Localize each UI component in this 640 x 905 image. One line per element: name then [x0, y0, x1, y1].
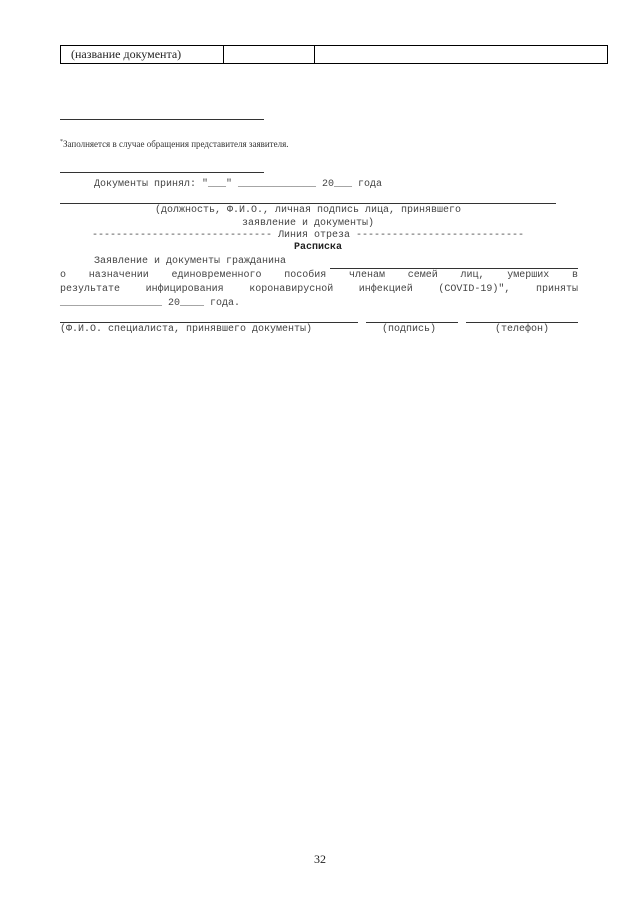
- documents-accepted-line: Документы принял: "___" _____________ 20___ года: [94, 179, 383, 190]
- table-row: [61, 46, 608, 64]
- receipt-line-1: Заявление и документы гражданина: [94, 256, 287, 267]
- footnote: [60, 139, 288, 149]
- signature-line: [366, 322, 458, 323]
- table-cell: [315, 46, 608, 64]
- footnote-marker: *: [60, 139, 63, 145]
- receipt-title: Расписка: [293, 242, 342, 253]
- document-name-cell: (название документа): [61, 46, 224, 64]
- specialist-name-line: [60, 322, 358, 323]
- position-caption-2: заявление и документы): [241, 218, 375, 229]
- phone-line: [466, 322, 578, 323]
- receipt-line-4: _________________ 20____ года.: [60, 298, 241, 309]
- phone-caption: (телефон): [495, 324, 550, 335]
- page-number: 32: [314, 852, 326, 866]
- receipt-line-2: о назначении единовременного пособия членам семей лиц, умерших в: [60, 270, 578, 281]
- cut-line: ------------------------------ Линия отреза ----------------------------: [91, 230, 525, 241]
- position-signature-line: [60, 203, 556, 204]
- position-caption-1: (должность, Ф.И.О., личная подпись лица, принявшего: [154, 205, 462, 216]
- citizen-name-line: [330, 268, 578, 269]
- specialist-name-caption: (Ф.И.О. специалиста, принявшего документы): [60, 324, 313, 335]
- document-table: [60, 45, 608, 64]
- signature-caption: (подпись): [382, 324, 437, 335]
- footnote-separator: [60, 119, 264, 120]
- table-cell: [224, 46, 315, 64]
- receipt-line-3: результате инфицирования коронавирусной инфекцией (COVID-19)", приняты: [60, 284, 578, 295]
- divider-line: [60, 172, 264, 173]
- footnote-text: Заполняется в случае обращения представителя заявителя.: [63, 139, 289, 149]
